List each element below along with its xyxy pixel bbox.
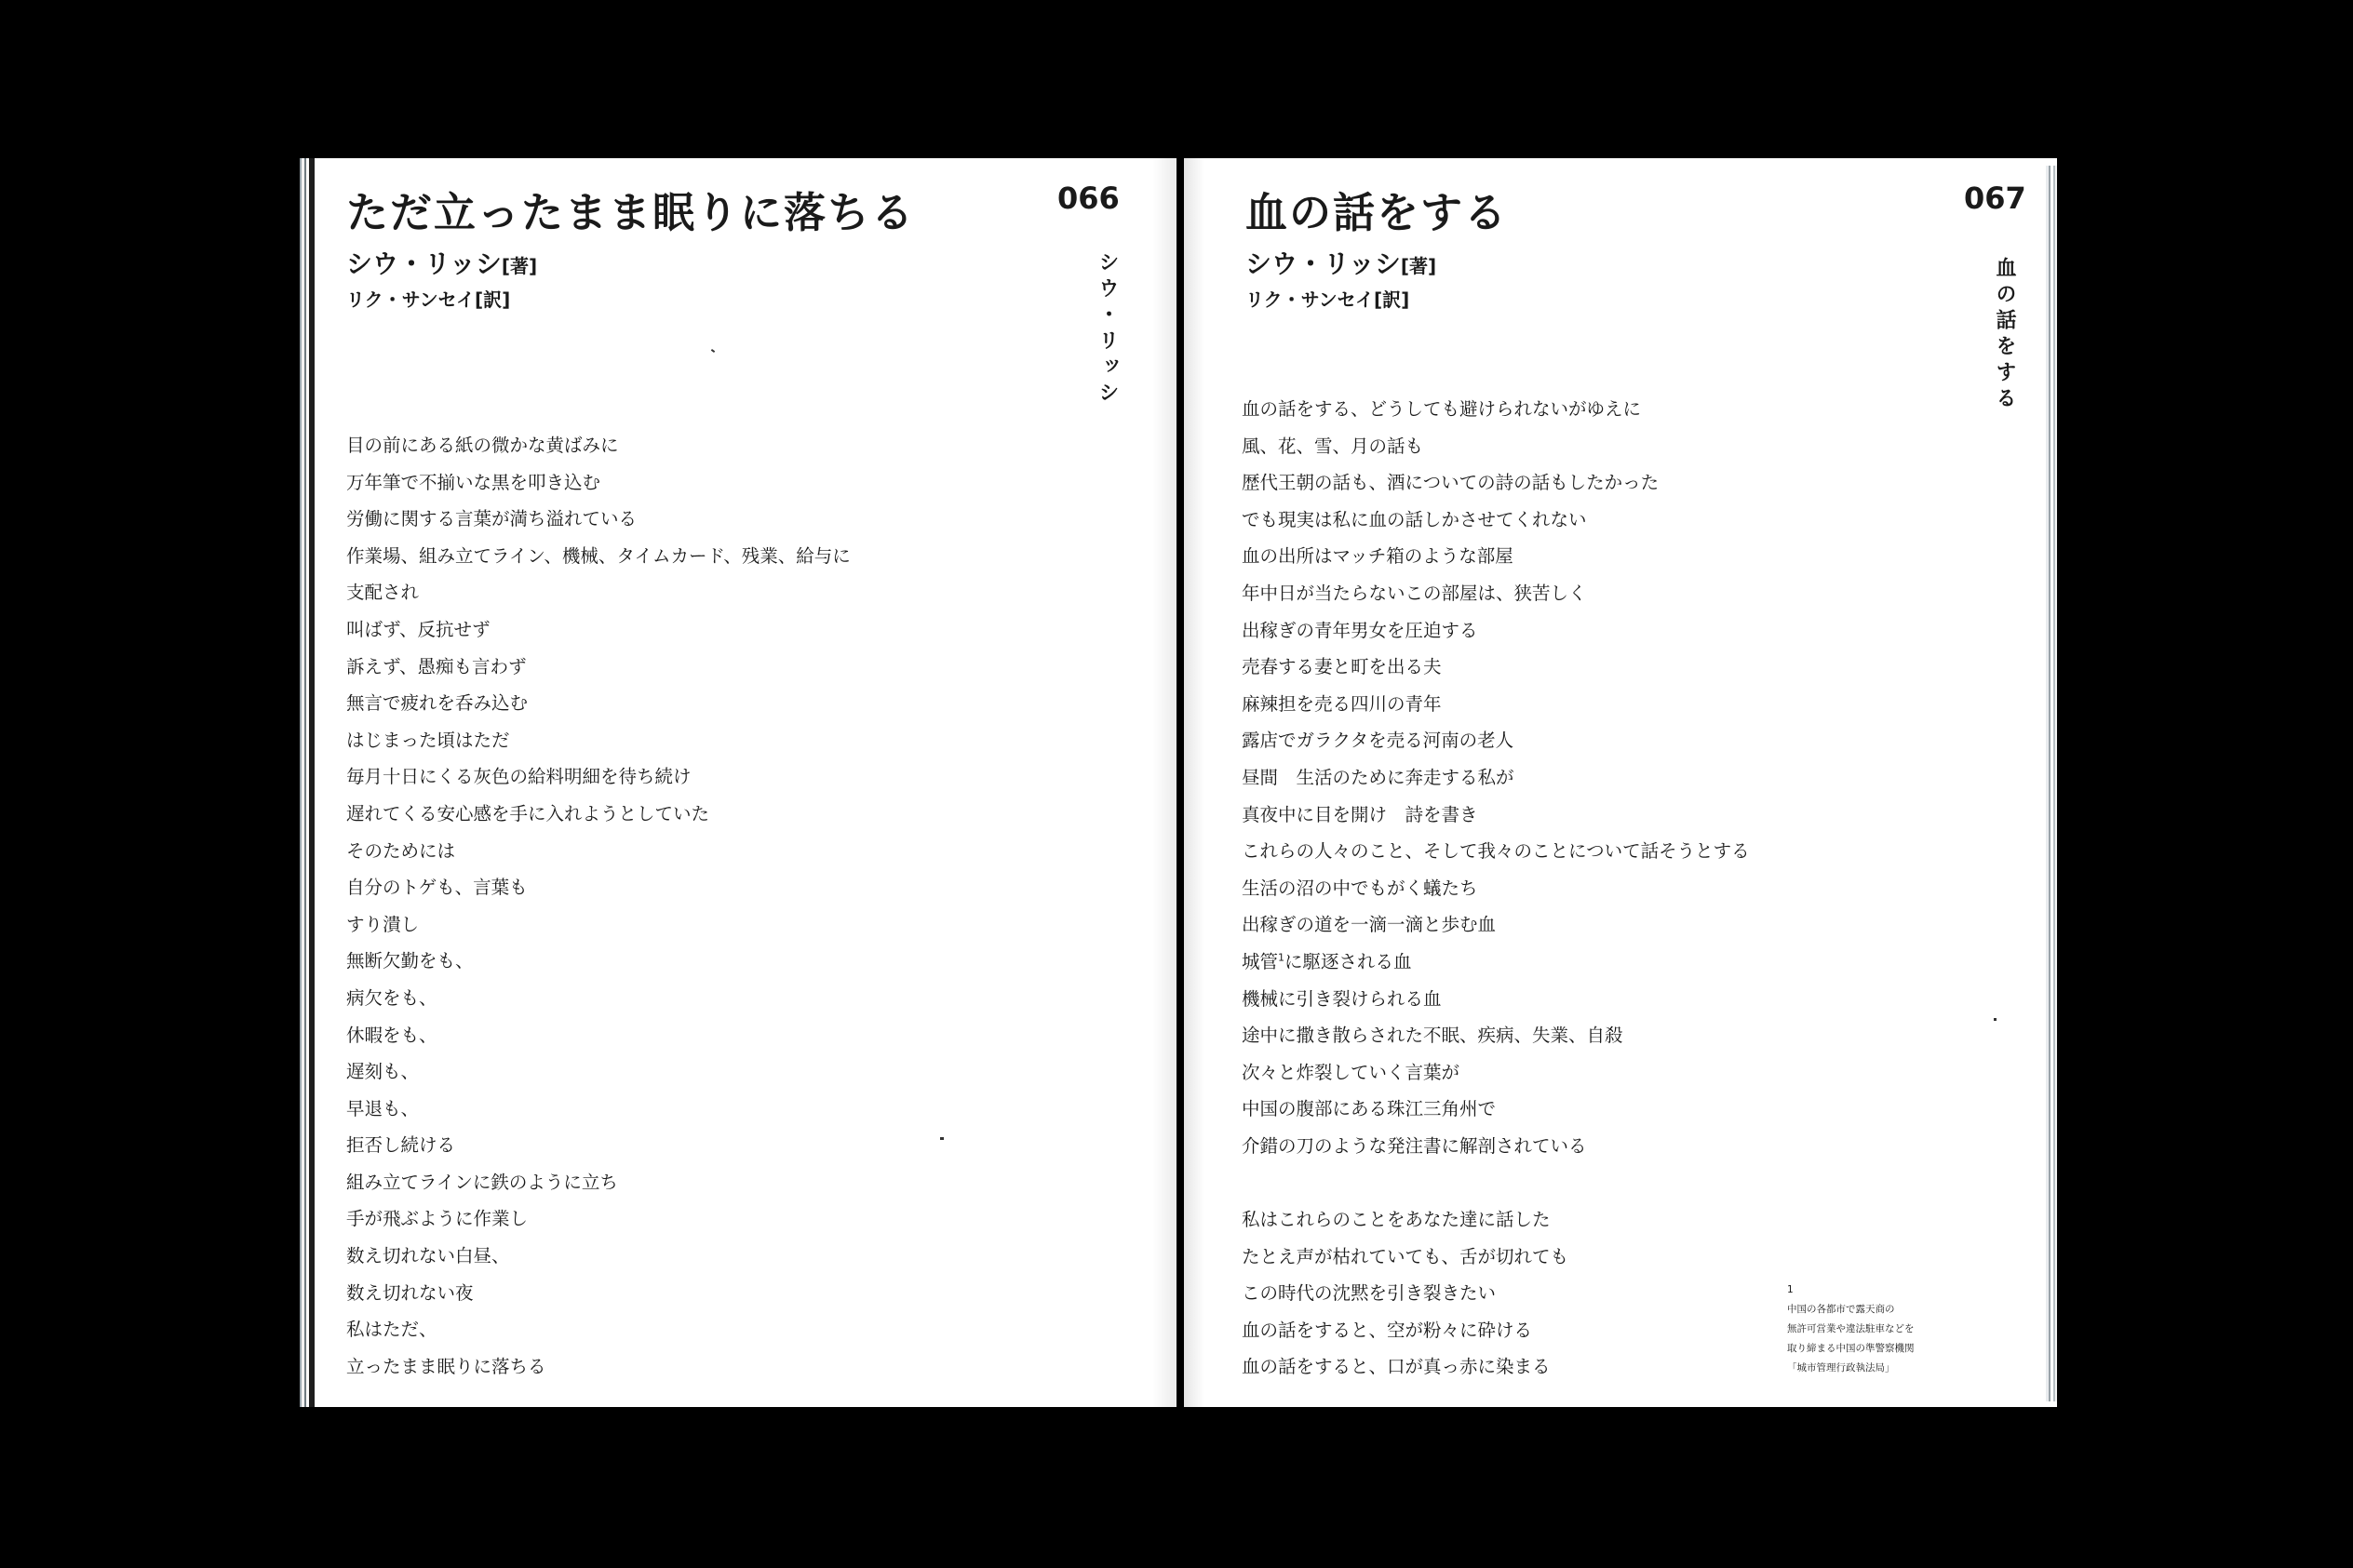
poem-line: 途中に撒き散らされた不眠、疾病、失業、自殺 <box>1242 1025 1623 1047</box>
poem-line: 真夜中に目を開け 詩を書き <box>1242 803 1478 825</box>
translator-name: リク・サンセイ <box>1245 288 1374 311</box>
poem-line: 無断欠勤をも、 <box>346 950 474 972</box>
poem-line: 病欠をも、 <box>346 986 437 1009</box>
author-name: シウ・リッシ <box>1245 248 1401 279</box>
poem-line: 血の話をすると、空が粉々に砕ける <box>1242 1319 1533 1341</box>
poem-line: 数え切れない夜 <box>346 1281 474 1304</box>
translator-name: リク・サンセイ <box>346 288 475 311</box>
poem-line-text: に駆逐される血 <box>1284 950 1412 972</box>
spine-shadow <box>1152 158 1176 1407</box>
poem-line: 労働に関する言葉が満ち溢れている <box>346 508 638 530</box>
right-page <box>1184 158 2057 1407</box>
footnote-line: 中国の各都市で露天商の <box>1787 1304 1895 1315</box>
author-role: [著] <box>501 255 538 277</box>
poem-line: はじまった頃はただ <box>346 729 510 751</box>
author-name: シウ・リッシ <box>346 248 502 279</box>
footnote-marker: 1 <box>1278 951 1285 964</box>
poem-line: 血の出所はマッチ箱のような部屋 <box>1242 545 1513 568</box>
poem-line: 血の話をする、どうしても避けられないがゆえに <box>1242 398 1642 420</box>
translator-role: [訳] <box>1374 288 1410 311</box>
poem-line: 介錯の刀のような発注書に解剖されている <box>1242 1134 1587 1157</box>
page-edge <box>2046 166 2057 1401</box>
poem-line: 露店でガラクタを売る河南の老人 <box>1242 730 1514 752</box>
print-speck <box>940 1137 944 1140</box>
page-edge <box>300 158 315 1407</box>
spine-shadow <box>1184 158 1204 1407</box>
poem-line: たとえ声が枯れていても、舌が切れても <box>1242 1245 1569 1267</box>
translator-line <box>1245 285 1409 312</box>
poem-line: 叫ばず、反抗せず <box>346 618 491 640</box>
poem-line: 年中日が当たらないこの部屋は、狭苦しく <box>1242 582 1587 604</box>
footnote-text <box>1787 1300 1936 1378</box>
poem-line: 組み立てラインに鉄のように立ち <box>346 1171 618 1193</box>
poem-line: 無言で疲れを呑み込む <box>346 692 529 715</box>
poem-line: 立ったまま眠りに落ちる <box>346 1355 546 1377</box>
footnote-line: 無許可営業や違法駐車などを <box>1787 1323 1915 1334</box>
poem-line: この時代の沈黙を引き裂きたい <box>1242 1282 1497 1305</box>
poem-line: 作業場、組み立てライン、機械、タイムカード、残業、給与に <box>346 544 851 567</box>
poem-line: 遅刻も、 <box>346 1061 420 1083</box>
poem-line: 機械に引き裂けられる血 <box>1242 987 1442 1010</box>
translator-line <box>346 285 510 312</box>
poem-line: すり潰し <box>346 913 420 935</box>
left-page <box>300 158 1176 1407</box>
print-speck <box>1994 1018 1997 1021</box>
footnote-line: 取り締まる中国の準警察機関 <box>1787 1343 1915 1354</box>
poem-line: 支配され <box>346 582 420 604</box>
poem-body <box>1242 391 1750 1386</box>
page-number: 067 <box>1964 181 2026 216</box>
author-role: [著] <box>1400 255 1437 277</box>
page-number: 066 <box>1057 181 1120 216</box>
running-head-vertical: 血の話をする <box>1993 257 2016 413</box>
poem-title: ただ立ったまま眠りに落ちる <box>346 188 916 237</box>
poem-line: そのためには <box>346 839 456 862</box>
poem-line: 出稼ぎの青年男女を圧迫する <box>1242 619 1478 641</box>
poem-line: 自分のトゲも、言葉も <box>346 877 528 899</box>
poem-line: 昼間 生活のために奔走する私が <box>1242 766 1514 788</box>
translator-role: [訳] <box>475 288 511 311</box>
poem-line: 手が飛ぶように作業し <box>346 1208 529 1230</box>
poem-line: 出稼ぎの道を一滴一滴と歩む血 <box>1242 914 1497 936</box>
poem-line: 血の話をすると、口が真っ赤に染まる <box>1242 1356 1551 1378</box>
poem-line: 私はただ、 <box>346 1319 437 1341</box>
poem-line: 早退も、 <box>346 1097 420 1119</box>
poem-title: 血の話をする <box>1245 188 1509 237</box>
footnote-line: 「城市管理行政執法局」 <box>1787 1362 1895 1374</box>
poem-line <box>1242 944 1750 981</box>
poem-line: 数え切れない白昼、 <box>346 1245 510 1267</box>
stanza-break <box>1242 1164 1750 1201</box>
poem-line: 次々と炸裂していく言葉が <box>1242 1061 1460 1083</box>
poem-line-text: 城管 <box>1242 950 1279 972</box>
poem-line: 歴代王朝の話も、酒についての詩の話もしたかった <box>1242 472 1660 494</box>
footnote-number: 1 <box>1787 1284 1794 1295</box>
poem-line: 万年筆で不揃いな黒を叩き込む <box>346 471 601 493</box>
running-head-vertical: シウ・リッシ <box>1096 251 1119 408</box>
footnote <box>1787 1280 1936 1378</box>
poem-line: 目の前にある紙の微かな黄ばみに <box>346 435 619 456</box>
poem-line: 訴えず、愚痴も言わず <box>346 655 527 677</box>
poem-line: でも現実は私に血の話しかさせてくれない <box>1242 508 1587 530</box>
poem-line: 生活の沼の中でもがく蟻たち <box>1242 877 1478 899</box>
print-speck <box>711 349 715 353</box>
poem-line: 遅れてくる安心感を手に入れようとしていた <box>346 802 710 824</box>
poem-line: 毎月十日にくる灰色の給料明細を待ち続け <box>346 766 692 788</box>
poem-line: 拒否し続ける <box>346 1134 456 1157</box>
poem-line: 麻辣担を売る四川の青年 <box>1242 692 1442 715</box>
poem-line: 中国の腹部にある珠江三角州で <box>1242 1098 1497 1120</box>
poem-body <box>346 427 851 1385</box>
author-line <box>346 244 537 281</box>
poem-line: 売春する妻と町を出る夫 <box>1242 656 1442 678</box>
author-line <box>1245 244 1436 281</box>
poem-line: 休暇をも、 <box>346 1024 437 1046</box>
poem-line: 私はこれらのことをあなた達に話した <box>1242 1209 1551 1231</box>
poem-line: 風、花、雪、月の話も <box>1242 435 1424 457</box>
poem-line: これらの人々のこと、そして我々のことについて話そうとする <box>1242 840 1750 863</box>
